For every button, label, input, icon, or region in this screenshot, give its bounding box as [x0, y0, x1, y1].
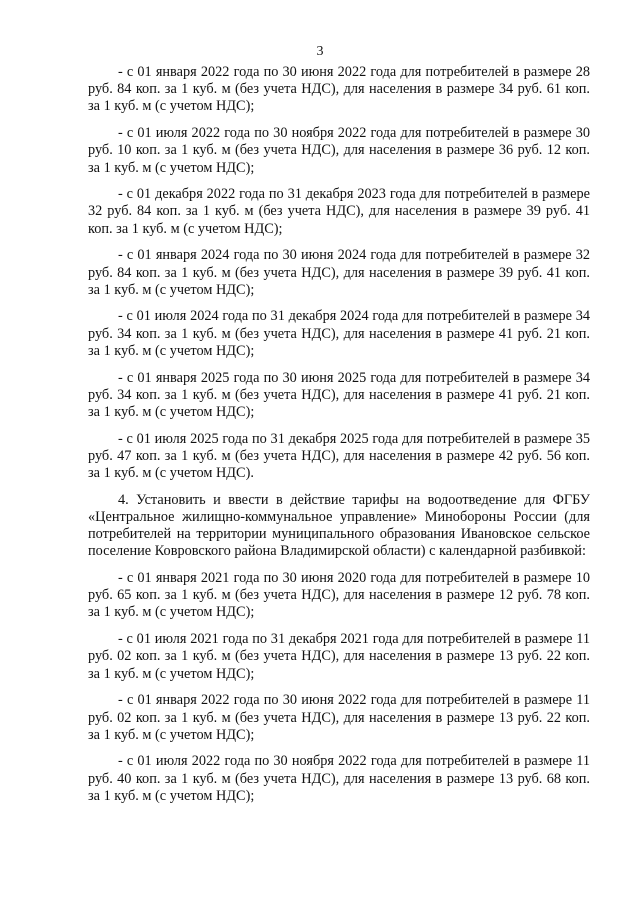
page-number: 3 — [316, 44, 324, 59]
tariff-item: - с 01 июля 2024 года по 31 декабря 2024 года для потребителей в размере 34 руб. 34 коп. за 1 куб. м (без учета НДС), для населения в размере 41 руб. 21 коп. за 1 куб. м (с учетом НДС); — [88, 308, 590, 359]
document-body — [88, 64, 590, 815]
tariff-item: - с 01 июля 2022 года по 30 ноября 2022 года для потребителей в размере 11 руб. 40 коп. за 1 куб. м (без учета НДС), для населения в размере 13 руб. 68 коп. за 1 куб. м (с учетом НДС); — [88, 753, 590, 804]
tariff-list-wastewater — [88, 570, 590, 805]
tariff-item: - с 01 июля 2025 года по 31 декабря 2025 года для потребителей в размере 35 руб. 47 коп. за 1 куб. м (без учета НДС), для населения в размере 42 руб. 56 коп. за 1 куб. м (с учетом НДС). — [88, 430, 590, 482]
tariff-item: - с 01 декабря 2022 года по 31 декабря 2023 года для потребителей в размере 32 руб. 84 коп. за 1 куб. м (без учета НДС), для населения в размере 39 руб. 41 коп. за 1 куб. м (с учетом НДС); — [88, 186, 590, 237]
tariff-item: - с 01 июля 2022 года по 30 ноября 2022 года для потребителей в размере 30 руб. 10 коп. за 1 куб. м (без учета НДС), для населения в размере 36 руб. 12 коп. за 1 куб. м (с учетом НДС); — [88, 125, 590, 176]
tariff-item: - с 01 января 2022 года по 30 июня 2022 года для потребителей в размере 11 руб. 02 коп. за 1 куб. м (без учета НДС), для населения в размере 13 руб. 22 коп. за 1 куб. м (с учетом НДС); — [88, 692, 590, 743]
tariff-item: - с 01 января 2021 года по 30 июня 2020 года для потребителей в размере 10 руб. 65 коп. за 1 куб. м (без учета НДС), для населения в размере 12 руб. 78 коп. за 1 куб. м (с учетом НДС); — [88, 570, 590, 621]
tariff-item: - с 01 июля 2021 года по 31 декабря 2021 года для потребителей в размере 11 руб. 02 коп. за 1 куб. м (без учета НДС), для населения в размере 13 руб. 22 коп. за 1 куб. м (с учетом НДС); — [88, 631, 590, 682]
tariff-item: - с 01 января 2024 года по 30 июня 2024 года для потребителей в размере 32 руб. 84 коп. за 1 куб. м (без учета НДС), для населения в размере 39 руб. 41 коп. за 1 куб. м (с учетом НДС); — [88, 247, 590, 298]
tariff-item: - с 01 января 2025 года по 30 июня 2025 года для потребителей в размере 34 руб. 34 коп. за 1 куб. м (без учета НДС), для населения в размере 41 руб. 21 коп. за 1 куб. м (с учетом НДС); — [88, 369, 590, 420]
tariff-list-water-supply — [88, 64, 590, 482]
tariff-item: - с 01 января 2022 года по 30 июня 2022 года для потребителей в размере 28 руб. 84 коп. за 1 куб. м (без учета НДС), для населения в размере 34 руб. 61 коп. за 1 куб. м (с учетом НДС); — [88, 64, 590, 115]
section-4-paragraph: 4. Установить и ввести в действие тарифы на водоотведение для ФГБУ «Центральное жилищно-коммунальное управление» Минобороны России (для потребителей на территории муниципального образования Ивановское сельское поселение Ковровского района Владимирской области) с календарной разбивкой: — [88, 491, 590, 560]
